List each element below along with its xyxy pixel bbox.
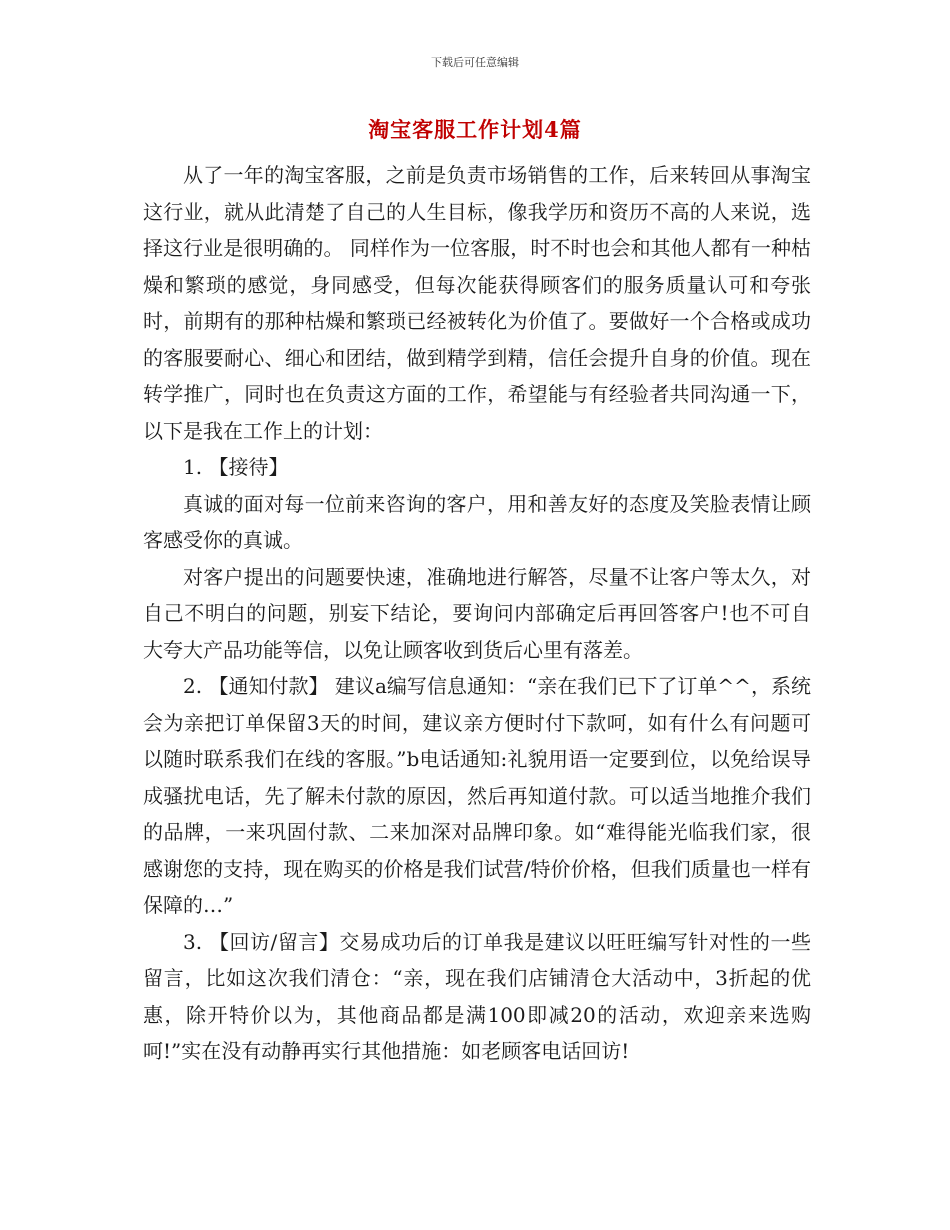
- document-body: [143, 157, 811, 1070]
- reception-paragraph-2: 对客户提出的问题要快速，准确地进行解答，尽量不让客户等太久，对自己不明白的问题，别妄下结论，要询问内部确定后再回答客户!也不可自大夸大产品功能等信，以免让顾客收到货后心里有落差。: [143, 564, 811, 662]
- follow-up-paragraph: 3. 【回访/留言】交易成功后的订单我是建议以旺旺编写针对性的一些留言，比如这次我们清仓：“亲，现在我们店铺清仓大活动中，3折起的优惠，除开特价以为，其他商品都是满100即减20的活动，欢迎亲来选购呵!”实在没有动静再实行其他措施：如老顾客电话回访!: [143, 929, 811, 1063]
- header-note: 下载后可任意编辑: [431, 56, 519, 69]
- section-heading-reception: 1. 【接待】: [183, 455, 289, 479]
- reception-paragraph-1: 真诚的面对每一位前来咨询的客户，用和善友好的态度及笑脸表情让顾客感受你的真诚。: [143, 491, 811, 552]
- payment-notice-paragraph: 2. 【通知付款】 建议a编写信息通知：“亲在我们已下了订单^^，系统会为亲把订单保留3天的时间，建议亲方便时付下款呵，如有什么有问题可以随时联系我们在线的客服。”b电话通知:礼貌用语一定要到位，以免给误导成骚扰电话，先了解未付款的原因，然后再知道付款。可以适当地推介我们的品牌，一来巩固付款、二来加深对品牌印象。如“难得能光临我们家，很感谢您的支持，现在购买的价格是我们试营/特价价格，但我们质量也一样有保障的…”: [143, 674, 811, 917]
- document-title: 淘宝客服工作计划4篇: [368, 117, 582, 142]
- intro-paragraph: 从了一年的淘宝客服，之前是负责市场销售的工作，后来转回从事淘宝这行业，就从此清楚了自己的人生目标，像我学历和资历不高的人来说，选择这行业是很明确的。 同样作为一位客服，时不时也会和其他人都有一种枯燥和繁琐的感觉，身同感受，但每次能获得顾客们的服务质量认可和夸张时，前期有的那种枯燥和繁琐已经被转化为价值了。要做好一个合格或成功的客服要耐心、细心和团结，做到精学到精，信任会提升自身的价值。现在转学推广，同时也在负责这方面的工作，希望能与有经验者共同沟通一下，以下是我在工作上的计划：: [143, 163, 811, 443]
